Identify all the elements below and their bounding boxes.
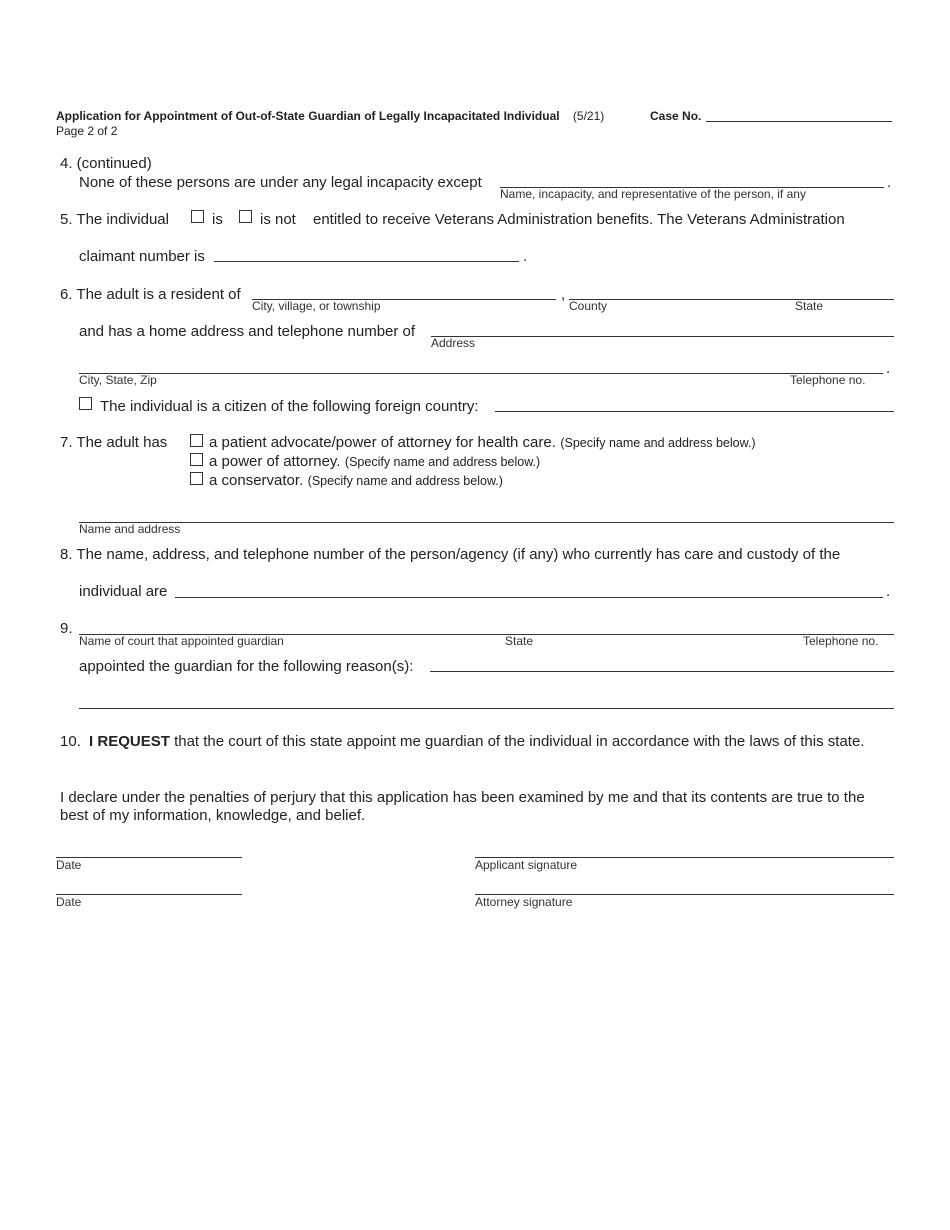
name-address-caption: Name and address [79, 522, 181, 536]
reason-field-2[interactable] [79, 708, 894, 709]
date-caption-2: Date [56, 895, 82, 909]
item5-suffix: entitled to receive Veterans Administration benefits. The Veterans Administration [313, 211, 845, 228]
applicant-signature-caption: Applicant signature [475, 858, 578, 872]
veterans-is-checkbox[interactable] [191, 210, 204, 223]
court-caption: Name of court that appointed guardian [79, 634, 284, 648]
conservator-label: a conservator. [209, 472, 304, 489]
date-field-1[interactable] [56, 857, 242, 858]
declaration-line1: I declare under the penalties of perjury that this application has been examined by me and that its contents are true to the [60, 789, 865, 806]
claimant-number-field[interactable] [214, 261, 519, 262]
item10-text: that the court of this state appoint me guardian of the individual in accordance with the laws of this state. [174, 733, 865, 750]
veterans-is-not-label: is not [260, 211, 296, 228]
incapacity-exception-caption: Name, incapacity, and representative of the person, if any [500, 187, 806, 201]
item6-text: 6. The adult is a resident of [60, 286, 241, 303]
attorney-signature-caption: Attorney signature [475, 895, 573, 909]
power-of-attorney-note: (Specify name and address below.) [344, 455, 541, 469]
court-state-caption: State [505, 634, 534, 648]
court-telephone-caption: Telephone no. [803, 634, 879, 648]
claimant-label: claimant number is [79, 248, 205, 265]
page-indicator: Page 2 of 2 [56, 124, 118, 138]
case-number-label: Case No. [650, 109, 702, 123]
patient-advocate-checkbox[interactable] [190, 434, 203, 447]
form-title [56, 109, 604, 123]
form-title-text: Application for Appointment of Out-of-State Guardian of Legally Incapacitated Individual [56, 109, 560, 123]
resident-state-caption: State [795, 299, 824, 313]
reason-label: appointed the guardian for the following reason(s): [79, 658, 414, 675]
item9-num: 9. [60, 620, 73, 637]
item8-end: . [886, 583, 891, 600]
foreign-citizen-checkbox[interactable] [79, 397, 92, 410]
date-caption-1: Date [56, 858, 82, 872]
veterans-is-not-checkbox[interactable] [239, 210, 252, 223]
item6-comma: , [561, 286, 566, 303]
case-number-field[interactable] [706, 121, 892, 122]
patient-advocate-note: (Specify name and address below.) [560, 436, 756, 450]
resident-county-caption: County [569, 299, 608, 313]
resident-city-caption: City, village, or township [252, 299, 381, 313]
custodian-field[interactable] [175, 597, 883, 598]
foreign-country-field[interactable] [495, 411, 894, 412]
item4-heading: 4. (continued) [60, 155, 152, 172]
conservator-checkbox[interactable] [190, 472, 203, 485]
power-of-attorney-checkbox[interactable] [190, 453, 203, 466]
date-field-2[interactable] [56, 894, 242, 895]
power-of-attorney-option [209, 453, 540, 471]
item10-bold: I REQUEST [89, 733, 170, 750]
patient-advocate-option [209, 434, 756, 452]
conservator-note: (Specify name and address below.) [307, 474, 503, 488]
name-address-field[interactable] [79, 522, 894, 523]
telephone-caption: Telephone no. [790, 373, 866, 387]
form-revision: (5/21) [572, 109, 605, 123]
city-state-zip-caption: City, State, Zip [79, 373, 157, 387]
conservator-option [209, 472, 503, 490]
item8-text: 8. The name, address, and telephone number of the person/agency (if any) who currently has care and custody of the [60, 546, 841, 563]
item7-prefix: 7. The adult has [60, 434, 168, 451]
item6-end: . [886, 360, 891, 377]
item5-end: . [523, 248, 528, 265]
item10-num: 10. [60, 733, 81, 750]
veterans-is-label: is [212, 211, 223, 228]
item5-prefix: 5. The individual [60, 211, 169, 228]
home-address-caption: Address [431, 336, 476, 350]
patient-advocate-label: a patient advocate/power of attorney for health care. [209, 434, 556, 451]
item4-text: None of these persons are under any legal incapacity except [79, 174, 482, 191]
reason-field[interactable] [430, 671, 894, 672]
foreign-citizen-label: The individual is a citizen of the following foreign country: [100, 398, 479, 415]
item10-request [60, 733, 864, 750]
item4-end: . [887, 174, 892, 191]
power-of-attorney-label: a power of attorney. [209, 453, 341, 470]
home-address-label: and has a home address and telephone number of [79, 323, 416, 340]
city-state-zip-telephone-field[interactable] [79, 373, 883, 374]
item8-text2: individual are [79, 583, 168, 600]
home-address-field[interactable] [431, 336, 894, 337]
declaration-line2: best of my information, knowledge, and belief. [60, 807, 366, 824]
